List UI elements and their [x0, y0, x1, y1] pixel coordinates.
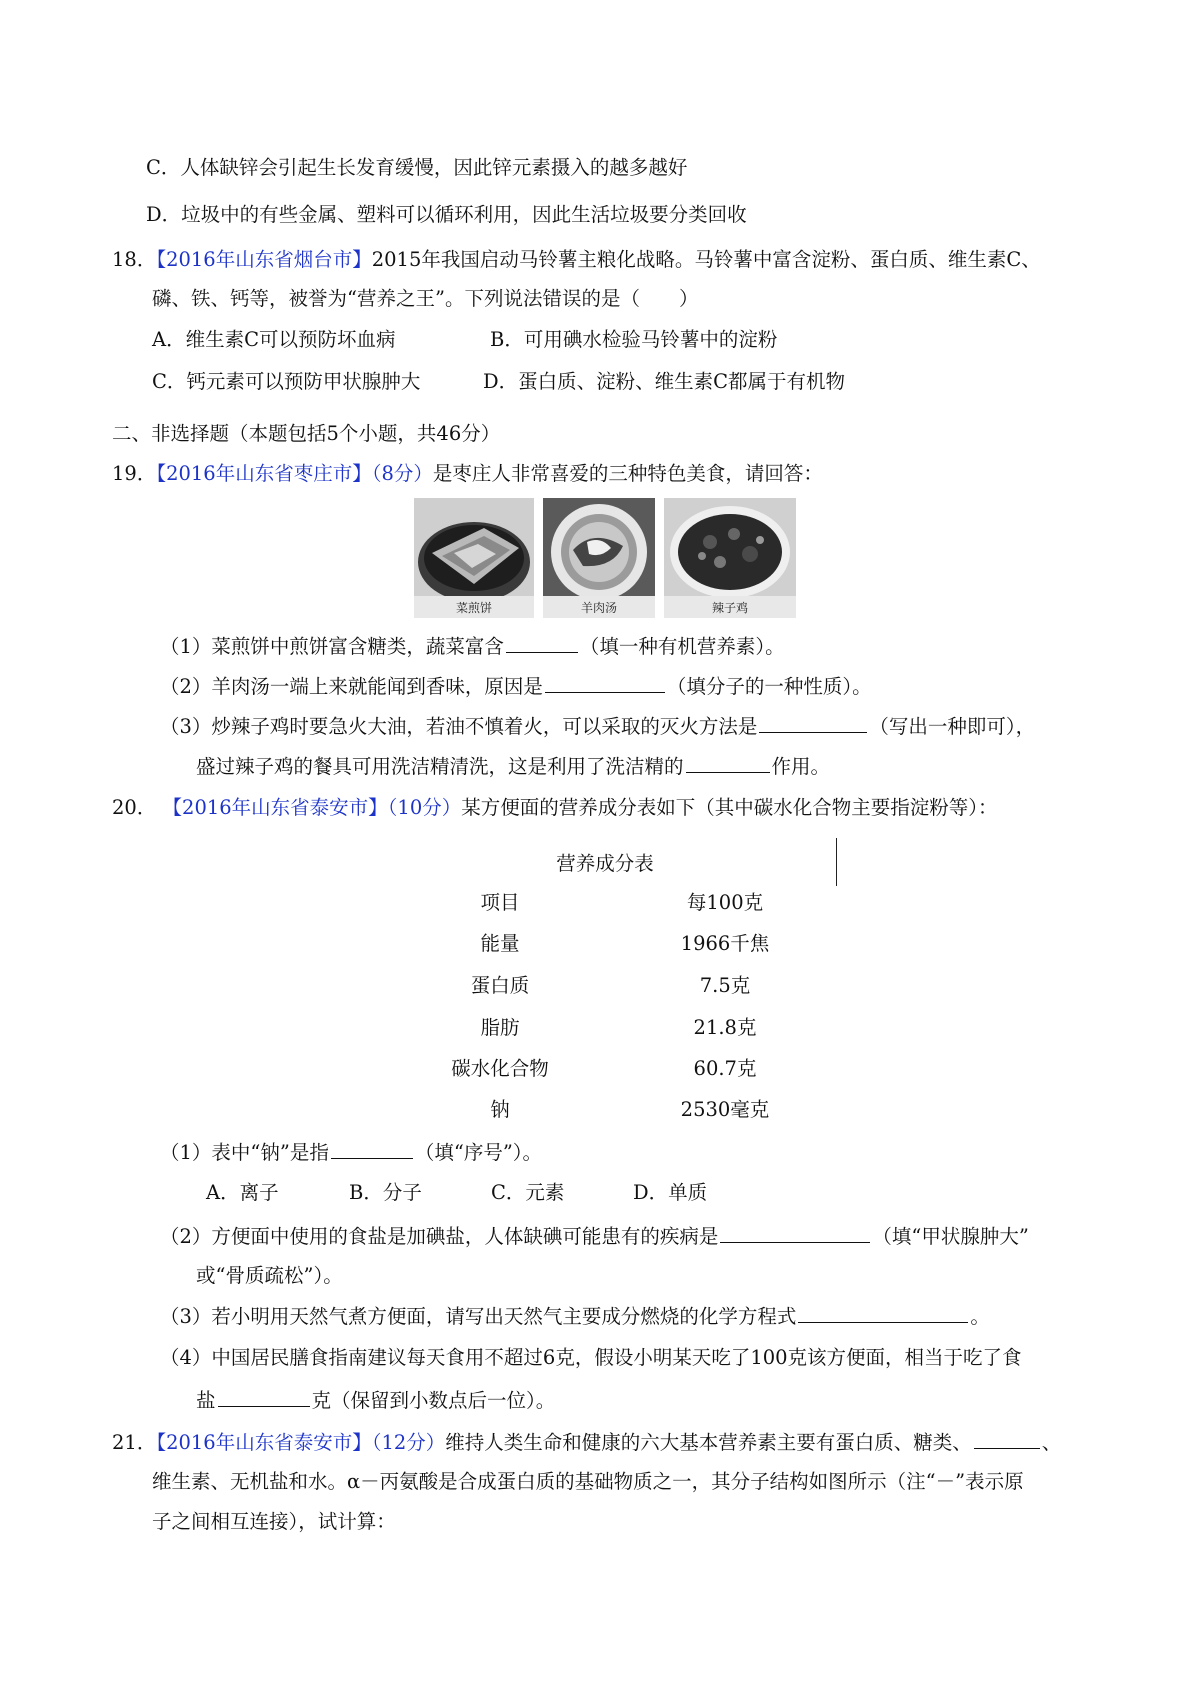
q17-option-d: D．垃圾中的有些金属、塑料可以循环利用，因此生活垃圾要分类回收	[146, 203, 747, 226]
q19-part-3-hint: （写出一种即可），	[869, 715, 1036, 738]
answer-blank[interactable]	[218, 1386, 310, 1407]
q20-stem-text: 某方便面的营养成分表如下（其中碳水化合物主要指淀粉等）：	[461, 796, 998, 819]
q18-stem-line-1	[112, 246, 1041, 274]
q21-stem-line-1	[112, 1428, 1061, 1457]
q20-part-4-tail: 克（保留到小数点后一位）。	[311, 1389, 556, 1412]
q18-source: 【2016年山东省烟台市】	[156, 248, 372, 271]
q19-part-3-text-2: 盛过辣子鸡的餐具可用洗洁精清洗，这是利用了洗洁精的	[196, 755, 684, 778]
q20-part-1-text: （1）表中“钠”是指	[160, 1141, 329, 1164]
q19-part-2	[160, 672, 872, 701]
table-cell-value: 2530毫克	[680, 1098, 770, 1121]
q18-option-a: A．维生素C可以预防坏血病	[152, 328, 396, 351]
table-cell-item: 碳水化合物	[451, 1057, 549, 1080]
q21-stem-1-tail: 、	[1041, 1431, 1062, 1454]
answer-blank[interactable]	[686, 752, 770, 773]
table-header-item: 项目	[480, 891, 520, 914]
q19-part-1-hint: （填一种有机营养素）。	[579, 635, 785, 658]
q20-part-4: （4）中国居民膳食指南建议每天食用不超过6克，假设小明某天吃了100克该方便面，相当于吃了食	[160, 1346, 1022, 1369]
q19-stem-text: 是枣庄人非常喜爱的三种特色美食，请回答：	[432, 462, 823, 485]
q20-part-2-cont: 或“骨质疏松”）。	[196, 1264, 343, 1287]
q19-part-2-hint: （填分子的一种性质）。	[666, 675, 872, 698]
q19-number: 19．	[112, 462, 157, 485]
q20-number: 20．	[112, 796, 157, 819]
caption-la-zi-ji: 辣子鸡	[711, 601, 748, 615]
q20-part-1-opt-b: B．分子	[349, 1181, 422, 1204]
q19-stem	[112, 460, 823, 488]
q19-part-1-text: （1）菜煎饼中煎饼富含糖类，蔬菜富含	[160, 635, 504, 658]
table-cell-value: 21.8克	[693, 1016, 757, 1039]
q21-stem-line-3: 子之间相互连接），试计算：	[152, 1510, 396, 1533]
photo-la-zi-ji	[664, 498, 796, 618]
q21-stem-1: 维持人类生命和健康的六大基本营养素主要有蛋白质、糖类、	[445, 1431, 972, 1454]
q20-part-1-opt-a: A．离子	[206, 1181, 279, 1204]
q20-part-2	[160, 1222, 1029, 1251]
q19-part-3	[160, 712, 1035, 741]
q19-part-2-text: （2）羊肉汤一端上来就能闻到香味，原因是	[160, 675, 543, 698]
table-cell-value: 7.5克	[699, 974, 751, 997]
section-heading: 二、非选择题（本题包括5个小题，共46分）	[112, 422, 501, 445]
answer-blank[interactable]	[720, 1222, 870, 1243]
q20-part-2-text: （2）方便面中使用的食盐是加碘盐，人体缺碘可能患有的疾病是	[160, 1225, 719, 1248]
q20-part-4-cont	[196, 1386, 555, 1415]
answer-blank[interactable]	[974, 1428, 1040, 1449]
q19-source: 【2016年山东省枣庄市】（8分）	[156, 462, 433, 485]
q20-part-3-tail: 。	[970, 1305, 990, 1328]
q18-option-d: D．蛋白质、淀粉、维生素C都属于有机物	[483, 370, 846, 393]
table-cell-value: 1966千焦	[680, 932, 770, 955]
q18-option-b: B．可用碘水检验马铃薯中的淀粉	[490, 328, 778, 351]
q21-stem-line-2: 维生素、无机盐和水。α－丙氨酸是合成蛋白质的基础物质之一，其分子结构如图所示（注“－”表示原	[152, 1470, 1024, 1493]
answer-blank[interactable]	[506, 632, 578, 653]
q19-part-3-tail: 作用。	[771, 755, 831, 778]
q20-part-3-text: （3）若小明用天然气煮方便面，请写出天然气主要成分燃烧的化学方程式	[160, 1305, 797, 1328]
table-cell-item: 钠	[490, 1098, 510, 1121]
table-title: 营养成分表	[556, 852, 654, 875]
q20-source: 【2016年山东省泰安市】（10分）	[162, 796, 462, 819]
table-divider	[836, 838, 837, 886]
table-cell-item: 脂肪	[480, 1016, 520, 1039]
table-cell-item: 能量	[480, 932, 520, 955]
q20-part-4-text: 盐	[196, 1389, 216, 1412]
q17-option-c: C．人体缺锌会引起生长发育缓慢，因此锌元素摄入的越多越好	[146, 156, 688, 179]
photo-cai-jian-bing	[414, 498, 534, 618]
answer-blank[interactable]	[759, 712, 867, 733]
q18-option-c: C．钙元素可以预防甲状腺肿大	[152, 370, 421, 393]
q19-part-3-cont	[196, 752, 830, 781]
q20-part-3	[160, 1302, 990, 1331]
q21-source: 【2016年山东省泰安市】（12分）	[156, 1431, 446, 1454]
q18-stem-line-2: 磷、铁、钙等，被誉为“营养之王”。下列说法错误的是（ ）	[152, 287, 699, 310]
q19-part-3-text: （3）炒辣子鸡时要急火大油，若油不慎着火，可以采取的灭火方法是	[160, 715, 758, 738]
q20-stem	[112, 794, 998, 822]
q20-part-2-hint: （填“甲状腺肿大”	[872, 1225, 1029, 1248]
q20-part-1-opt-c: C．元素	[491, 1181, 565, 1204]
answer-blank[interactable]	[331, 1138, 413, 1159]
q20-part-1-hint: （填“序号”）。	[414, 1141, 543, 1164]
photo-yang-rou-tang	[543, 498, 655, 618]
q21-number: 21．	[112, 1431, 157, 1454]
q20-part-1	[160, 1138, 542, 1167]
answer-blank[interactable]	[545, 672, 665, 693]
answer-blank[interactable]	[798, 1302, 968, 1323]
q18-stem-1: 2015年我国启动马铃薯主粮化战略。马铃薯中富含淀粉、蛋白质、维生素C、	[371, 248, 1041, 271]
table-cell-item: 蛋白质	[470, 974, 530, 997]
caption-yang-rou-tang: 羊肉汤	[580, 601, 617, 615]
table-header-per100g: 每100克	[686, 891, 764, 914]
q19-part-1	[160, 632, 785, 661]
q18-number: 18．	[112, 248, 157, 271]
q20-part-1-opt-d: D．单质	[633, 1181, 708, 1204]
food-photos	[414, 498, 796, 618]
caption-cai-jian-bing: 菜煎饼	[455, 601, 492, 615]
table-cell-value: 60.7克	[693, 1057, 757, 1080]
